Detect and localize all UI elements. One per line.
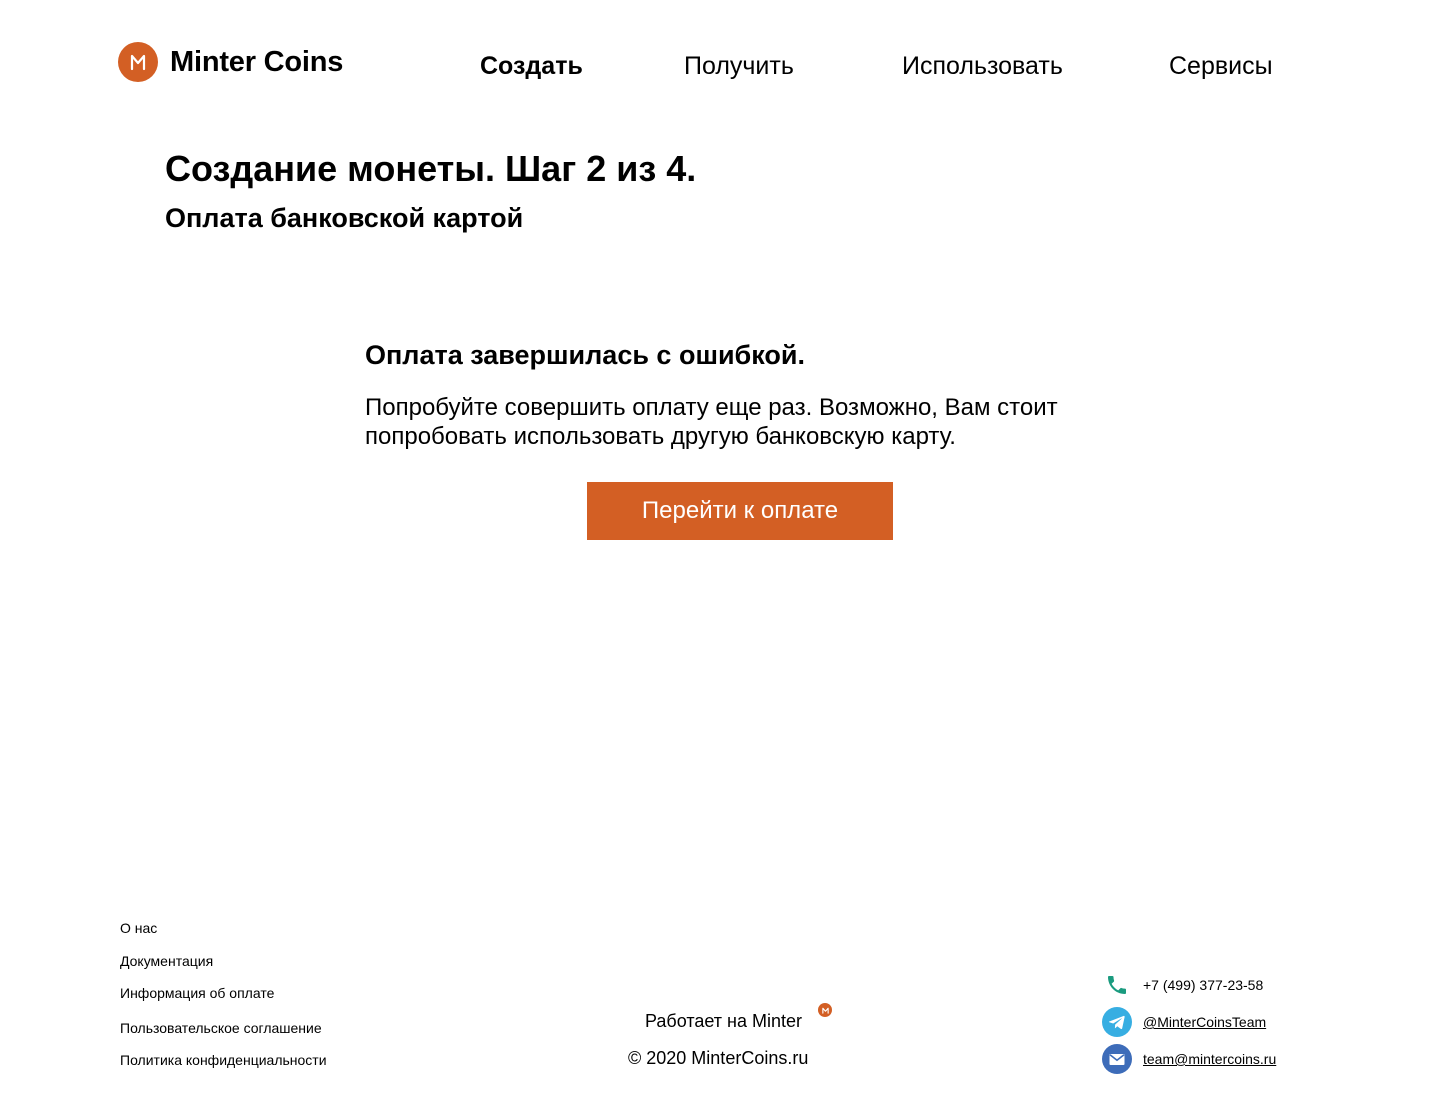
copyright: © 2020 MinterCoins.ru bbox=[628, 1048, 809, 1068]
page-title: Создание монеты. Шаг 2 из 4. bbox=[165, 148, 697, 189]
nav-item-use[interactable]: Использовать bbox=[902, 52, 1063, 80]
error-title: Оплата завершилась с ошибкой. bbox=[365, 340, 805, 370]
footer-link-about[interactable]: О нас bbox=[120, 920, 158, 936]
minter-badge-icon bbox=[818, 1003, 832, 1017]
error-message: Попробуйте совершить оплату еще раз. Возможно, Вам стоит попробовать использовать другую банковскую карту. bbox=[365, 394, 1058, 450]
footer-link-payment-info[interactable]: Информация об оплате bbox=[120, 985, 275, 1001]
contact-email bbox=[1102, 1044, 1276, 1074]
logo-text: Minter Coins bbox=[170, 45, 344, 78]
nav-item-create[interactable]: Создать bbox=[480, 52, 583, 80]
footer-link-user-agreement[interactable]: Пользовательское соглашение bbox=[120, 1020, 322, 1036]
phone-icon bbox=[1102, 970, 1132, 1000]
nav-item-receive[interactable]: Получить bbox=[684, 52, 794, 80]
contact-email-link[interactable]: team@mintercoins.ru bbox=[1143, 1051, 1277, 1067]
footer-link-docs[interactable]: Документация bbox=[120, 953, 214, 969]
mail-icon[interactable] bbox=[1102, 1044, 1132, 1074]
footer-link-privacy-policy[interactable]: Политика конфиденциальности bbox=[120, 1052, 327, 1068]
contact-phone-number: +7 (499) 377-23-58 bbox=[1143, 977, 1264, 993]
contact-telegram bbox=[1102, 1007, 1266, 1037]
main-nav bbox=[0, 52, 1440, 84]
page-subtitle: Оплата банковской картой bbox=[165, 203, 524, 233]
go-to-payment-button[interactable]: Перейти к оплате bbox=[587, 482, 893, 540]
contact-phone bbox=[1102, 970, 1263, 1000]
telegram-icon[interactable] bbox=[1102, 1007, 1132, 1037]
contact-telegram-link[interactable]: @MinterCoinsTeam bbox=[1143, 1014, 1267, 1030]
nav-item-services[interactable]: Сервисы bbox=[1169, 52, 1273, 80]
powered-by-text: Работает на Minter bbox=[645, 1011, 803, 1031]
